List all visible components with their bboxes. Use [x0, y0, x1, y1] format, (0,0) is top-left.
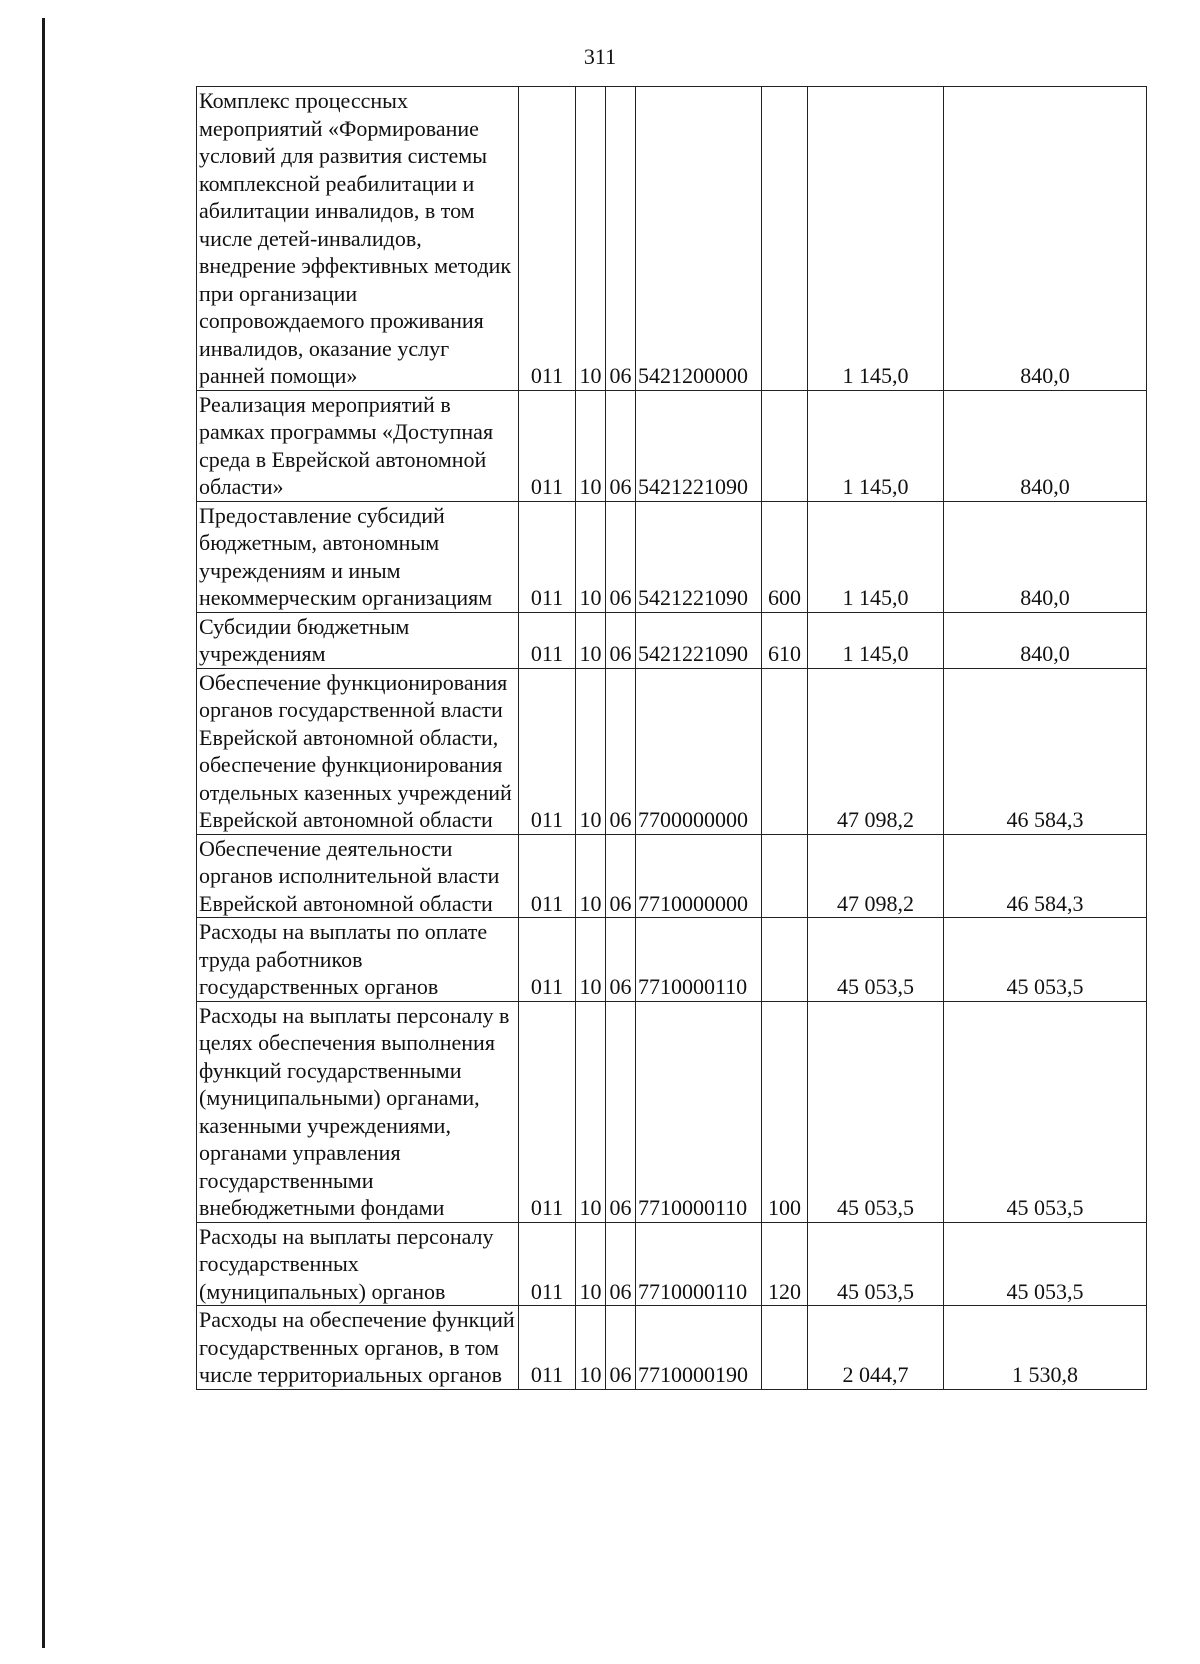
section-code-cell: 10 [576, 390, 606, 501]
target-article-cell: 5421200000 [636, 87, 762, 391]
expense-name-cell: Комплекс процессных мероприятий «Формирование условий для развития системы комплексной реабилитации и абилитации инвалидов, в том числе детей-инвалидов, внедрение эффективных методик при организации сопровождаемого проживания инвалидов, оказание услуг ранней помощи» [197, 87, 519, 391]
admin-code-cell: 011 [519, 501, 576, 612]
subsection-code-cell: 06 [606, 834, 636, 918]
amount-year-1-cell: 1 145,0 [808, 501, 944, 612]
expense-type-cell [762, 390, 808, 501]
amount-year-1-cell: 47 098,2 [808, 668, 944, 834]
subsection-code-cell: 06 [606, 1001, 636, 1222]
expense-name-cell: Субсидии бюджетным учреждениям [197, 612, 519, 668]
amount-year-2-cell: 46 584,3 [944, 834, 1147, 918]
admin-code-cell: 011 [519, 1306, 576, 1390]
scan-edge-line [42, 18, 45, 1648]
amount-year-2-cell: 840,0 [944, 501, 1147, 612]
subsection-code-cell: 06 [606, 668, 636, 834]
section-code-cell: 10 [576, 87, 606, 391]
table-row [197, 834, 1147, 918]
admin-code-cell: 011 [519, 1001, 576, 1222]
expense-name-cell: Расходы на обеспечение функций государственных органов, в том числе территориальных органов [197, 1306, 519, 1390]
expense-type-cell: 100 [762, 1001, 808, 1222]
admin-code-cell: 011 [519, 834, 576, 918]
table-row [197, 390, 1147, 501]
target-article-cell: 5421221090 [636, 501, 762, 612]
expense-name-cell: Расходы на выплаты персоналу государственных (муниципальных) органов [197, 1222, 519, 1306]
section-code-cell: 10 [576, 834, 606, 918]
expense-type-cell [762, 918, 808, 1002]
subsection-code-cell: 06 [606, 87, 636, 391]
table-row [197, 1001, 1147, 1222]
expense-type-cell: 600 [762, 501, 808, 612]
expense-type-cell [762, 834, 808, 918]
table-row [197, 612, 1147, 668]
table-row [197, 1306, 1147, 1390]
expense-type-cell: 120 [762, 1222, 808, 1306]
section-code-cell: 10 [576, 612, 606, 668]
expense-type-cell [762, 1306, 808, 1390]
subsection-code-cell: 06 [606, 1306, 636, 1390]
section-code-cell: 10 [576, 1001, 606, 1222]
admin-code-cell: 011 [519, 668, 576, 834]
section-code-cell: 10 [576, 1222, 606, 1306]
section-code-cell: 10 [576, 918, 606, 1002]
amount-year-1-cell: 1 145,0 [808, 612, 944, 668]
amount-year-2-cell: 840,0 [944, 87, 1147, 391]
amount-year-2-cell: 45 053,5 [944, 1001, 1147, 1222]
section-code-cell: 10 [576, 668, 606, 834]
target-article-cell: 7700000000 [636, 668, 762, 834]
admin-code-cell: 011 [519, 87, 576, 391]
table-row [197, 1222, 1147, 1306]
expense-type-cell: 610 [762, 612, 808, 668]
table-row [197, 87, 1147, 391]
admin-code-cell: 011 [519, 390, 576, 501]
budget-table-body [197, 87, 1147, 1390]
amount-year-2-cell: 45 053,5 [944, 918, 1147, 1002]
subsection-code-cell: 06 [606, 612, 636, 668]
target-article-cell: 7710000110 [636, 1001, 762, 1222]
amount-year-1-cell: 1 145,0 [808, 390, 944, 501]
subsection-code-cell: 06 [606, 918, 636, 1002]
amount-year-2-cell: 1 530,8 [944, 1306, 1147, 1390]
subsection-code-cell: 06 [606, 501, 636, 612]
expense-name-cell: Предоставление субсидий бюджетным, автономным учреждениям и иным некоммерческим организациям [197, 501, 519, 612]
table-row [197, 501, 1147, 612]
budget-table [196, 86, 1147, 1390]
target-article-cell: 7710000110 [636, 1222, 762, 1306]
expense-type-cell [762, 87, 808, 391]
table-row [197, 918, 1147, 1002]
expense-name-cell: Обеспечение функционирования органов государственной власти Еврейской автономной области, обеспечение функционирования отдельных казенных учреждений Еврейской автономной области [197, 668, 519, 834]
target-article-cell: 7710000000 [636, 834, 762, 918]
admin-code-cell: 011 [519, 1222, 576, 1306]
amount-year-2-cell: 45 053,5 [944, 1222, 1147, 1306]
admin-code-cell: 011 [519, 612, 576, 668]
amount-year-2-cell: 840,0 [944, 390, 1147, 501]
section-code-cell: 10 [576, 501, 606, 612]
table-row [197, 668, 1147, 834]
target-article-cell: 7710000190 [636, 1306, 762, 1390]
target-article-cell: 5421221090 [636, 612, 762, 668]
amount-year-1-cell: 1 145,0 [808, 87, 944, 391]
expense-name-cell: Обеспечение деятельности органов исполнительной власти Еврейской автономной области [197, 834, 519, 918]
amount-year-1-cell: 45 053,5 [808, 1222, 944, 1306]
target-article-cell: 7710000110 [636, 918, 762, 1002]
amount-year-2-cell: 840,0 [944, 612, 1147, 668]
amount-year-1-cell: 47 098,2 [808, 834, 944, 918]
subsection-code-cell: 06 [606, 1222, 636, 1306]
amount-year-2-cell: 46 584,3 [944, 668, 1147, 834]
amount-year-1-cell: 2 044,7 [808, 1306, 944, 1390]
admin-code-cell: 011 [519, 918, 576, 1002]
subsection-code-cell: 06 [606, 390, 636, 501]
section-code-cell: 10 [576, 1306, 606, 1390]
target-article-cell: 5421221090 [636, 390, 762, 501]
amount-year-1-cell: 45 053,5 [808, 918, 944, 1002]
expense-name-cell: Реализация мероприятий в рамках программы «Доступная среда в Еврейской автономной области» [197, 390, 519, 501]
page-number: 311 [583, 44, 617, 69]
expense-name-cell: Расходы на выплаты по оплате труда работников государственных органов [197, 918, 519, 1002]
expense-type-cell [762, 668, 808, 834]
expense-name-cell: Расходы на выплаты персоналу в целях обеспечения выполнения функций государственными (муниципальными) органами, казенными учреждениями, органами управления государственными внебюджетными фондами [197, 1001, 519, 1222]
amount-year-1-cell: 45 053,5 [808, 1001, 944, 1222]
